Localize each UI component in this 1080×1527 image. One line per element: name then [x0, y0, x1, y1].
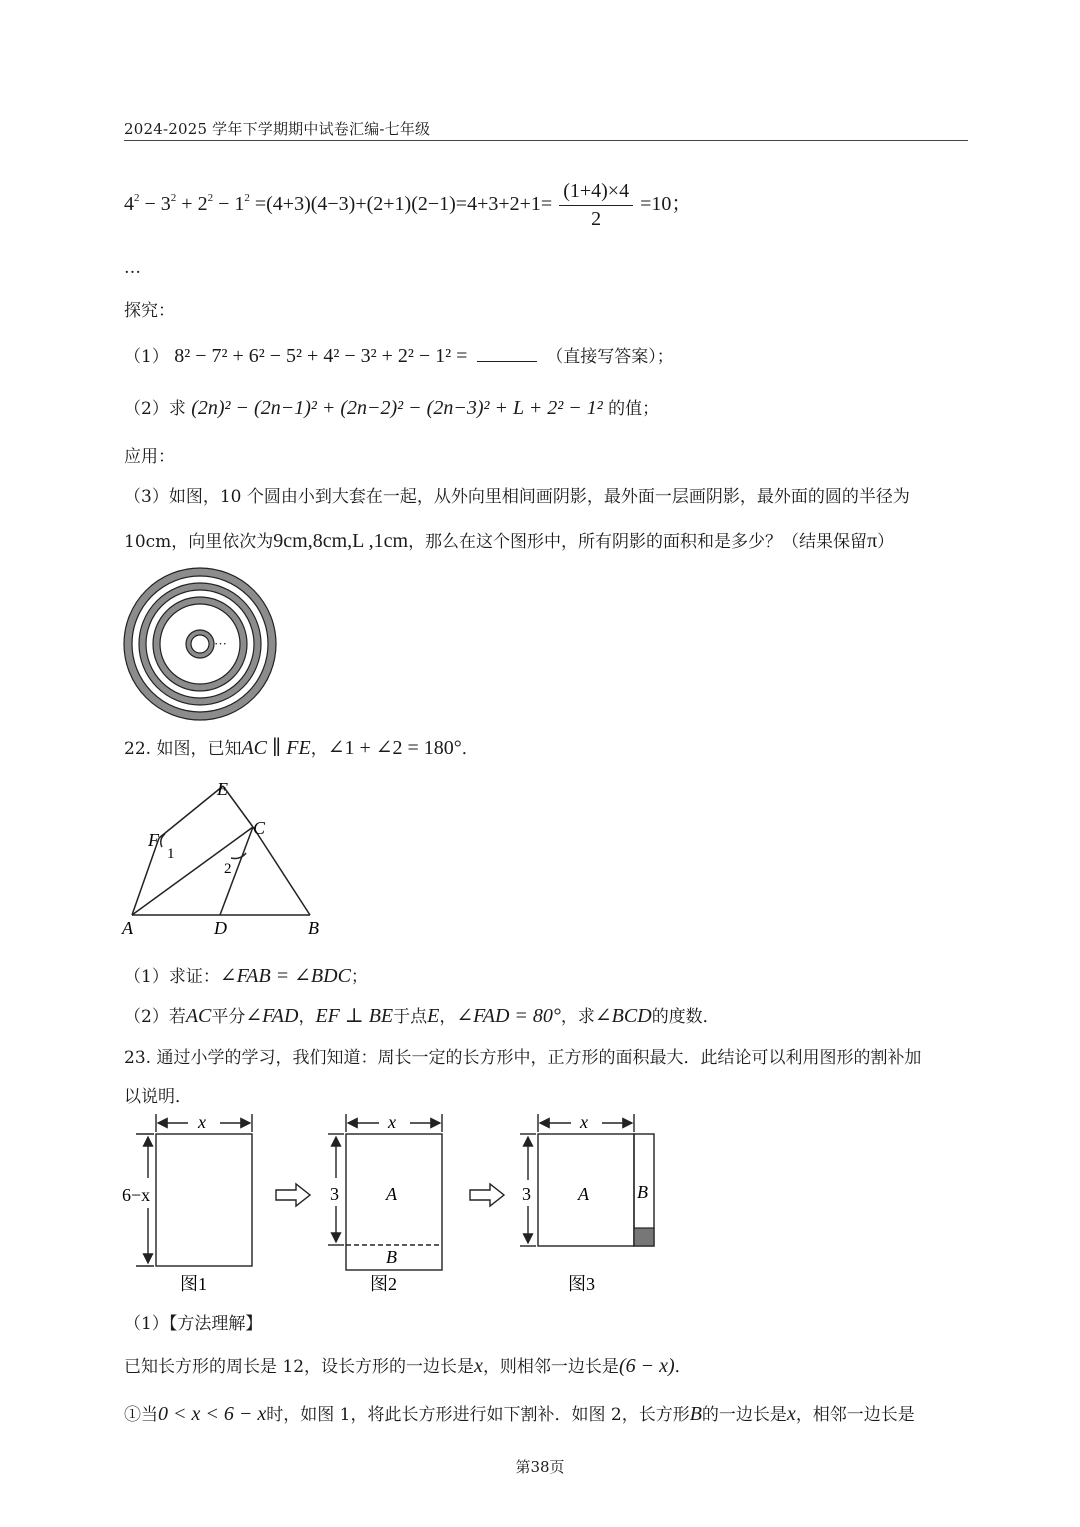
fig3-label-3: 3 — [522, 1184, 531, 1204]
label-A: A — [122, 918, 133, 938]
label-D: D — [214, 918, 227, 938]
question-22-part-1: （1）求证：∠FAB = ∠BDC； — [124, 965, 368, 987]
question-23-line-2: 以说明． — [124, 1087, 192, 1107]
question-22-part-2: （2）若AC平分∠FAD，EF ⊥ BE于点E，∠FAD = 80°，求∠BCD的度数． — [124, 1005, 720, 1027]
pi-symbol: π — [867, 530, 878, 552]
label-E: E — [217, 779, 228, 799]
formula-line — [124, 180, 691, 231]
header-rule — [124, 140, 968, 141]
formula-result: =10； — [640, 193, 692, 216]
fig3-label-x: x — [580, 1112, 588, 1132]
fig3-caption: 图3 — [568, 1274, 595, 1294]
explore-label: 探究： — [124, 301, 175, 321]
fig3-label-B: B — [637, 1182, 648, 1202]
fig2-label-x: x — [388, 1112, 396, 1132]
fig2-caption: 图2 — [370, 1274, 397, 1294]
question-1: （1） 8² − 7² + 6² − 5² + 4² − 3² + 2² − 1² = （直接写答案）； — [124, 345, 674, 367]
question-2-expression: (2n)² − (2n−1)² + (2n−2)² − (2n−3)² + L + 2² − 1² — [191, 397, 603, 419]
known-condition: 已知长方形的周长是 12，设长方形的一边长是x，则相邻一边长是(6 − x)． — [124, 1355, 692, 1377]
concentric-circles-figure — [122, 566, 278, 722]
fig1-caption: 图1 — [180, 1274, 207, 1294]
question-3-line-2: 10cm，向里依次为9cm,8cm,L ,1cm，那么在这个图形中，所有阴影的面积和是多少？（结果保留π） — [124, 530, 895, 552]
label-B: B — [308, 918, 319, 938]
question-23-line-1: 23. 通过小学的学习，我们知道：周长一定的长方形中，正方形的面积最大．此结论可以利用图形的割补加 — [124, 1048, 922, 1068]
fraction-numerator: (1+4)×4 — [559, 180, 633, 206]
triangle-figure — [118, 772, 338, 942]
rectangle-figures — [118, 1110, 678, 1304]
method-heading: （1）【方法理解】 — [124, 1314, 263, 1334]
answer-blank — [477, 343, 537, 362]
fig2-label-3: 3 — [330, 1184, 339, 1204]
label-F: F — [148, 830, 159, 850]
fig3-label-A: A — [578, 1184, 589, 1204]
page-number: 第38页 — [515, 1458, 565, 1476]
formula-expansion: =(4+3)(4−3)+(2+1)(2−1)=4+3+2+1= — [254, 193, 553, 216]
page-header-title: 2024-2025 学年下学期期中试卷汇编-七年级 — [124, 120, 431, 138]
fraction-denominator: 2 — [591, 208, 602, 230]
fig1-label-x: x — [198, 1112, 206, 1132]
question-22-stem: 22. 如图，已知AC ∥ FE，∠1 + ∠2 = 180°． — [124, 737, 479, 759]
case-1-line: ①当0 < x < 6 − x时，如图 1，将此长方形进行如下割补．如图 2，长方形B的一边长是x，相邻一边长是 — [124, 1403, 915, 1425]
label-C: C — [253, 818, 266, 838]
question-2: （2）求 (2n)² − (2n−1)² + (2n−2)² − (2n−3)² + L + 2² − 1² 的值； — [124, 397, 660, 419]
apply-label: 应用： — [124, 447, 175, 467]
formula-lhs: $4^2 - 3^2 + 2^2 - 1^2$ — [124, 192, 250, 216]
question-3-line-1: （3）如图，10 个圆由小到大套在一起，从外向里相间画阴影，最外面一层画阴影，最外面的圆的半径为 — [124, 487, 910, 507]
fig1-label-6-minus-x: 6−x — [122, 1185, 151, 1205]
circles-dots: ··· — [214, 636, 227, 651]
label-angle-1: 1 — [167, 846, 175, 862]
fig2-label-B: B — [386, 1247, 397, 1267]
fig2-label-A: A — [386, 1184, 397, 1204]
formula-fraction — [559, 180, 633, 231]
question-1-expression: 8² − 7² + 6² − 5² + 4² − 3² + 2² − 1² = — [174, 345, 468, 367]
label-angle-2: 2 — [224, 861, 232, 877]
ellipsis: … — [124, 258, 141, 278]
